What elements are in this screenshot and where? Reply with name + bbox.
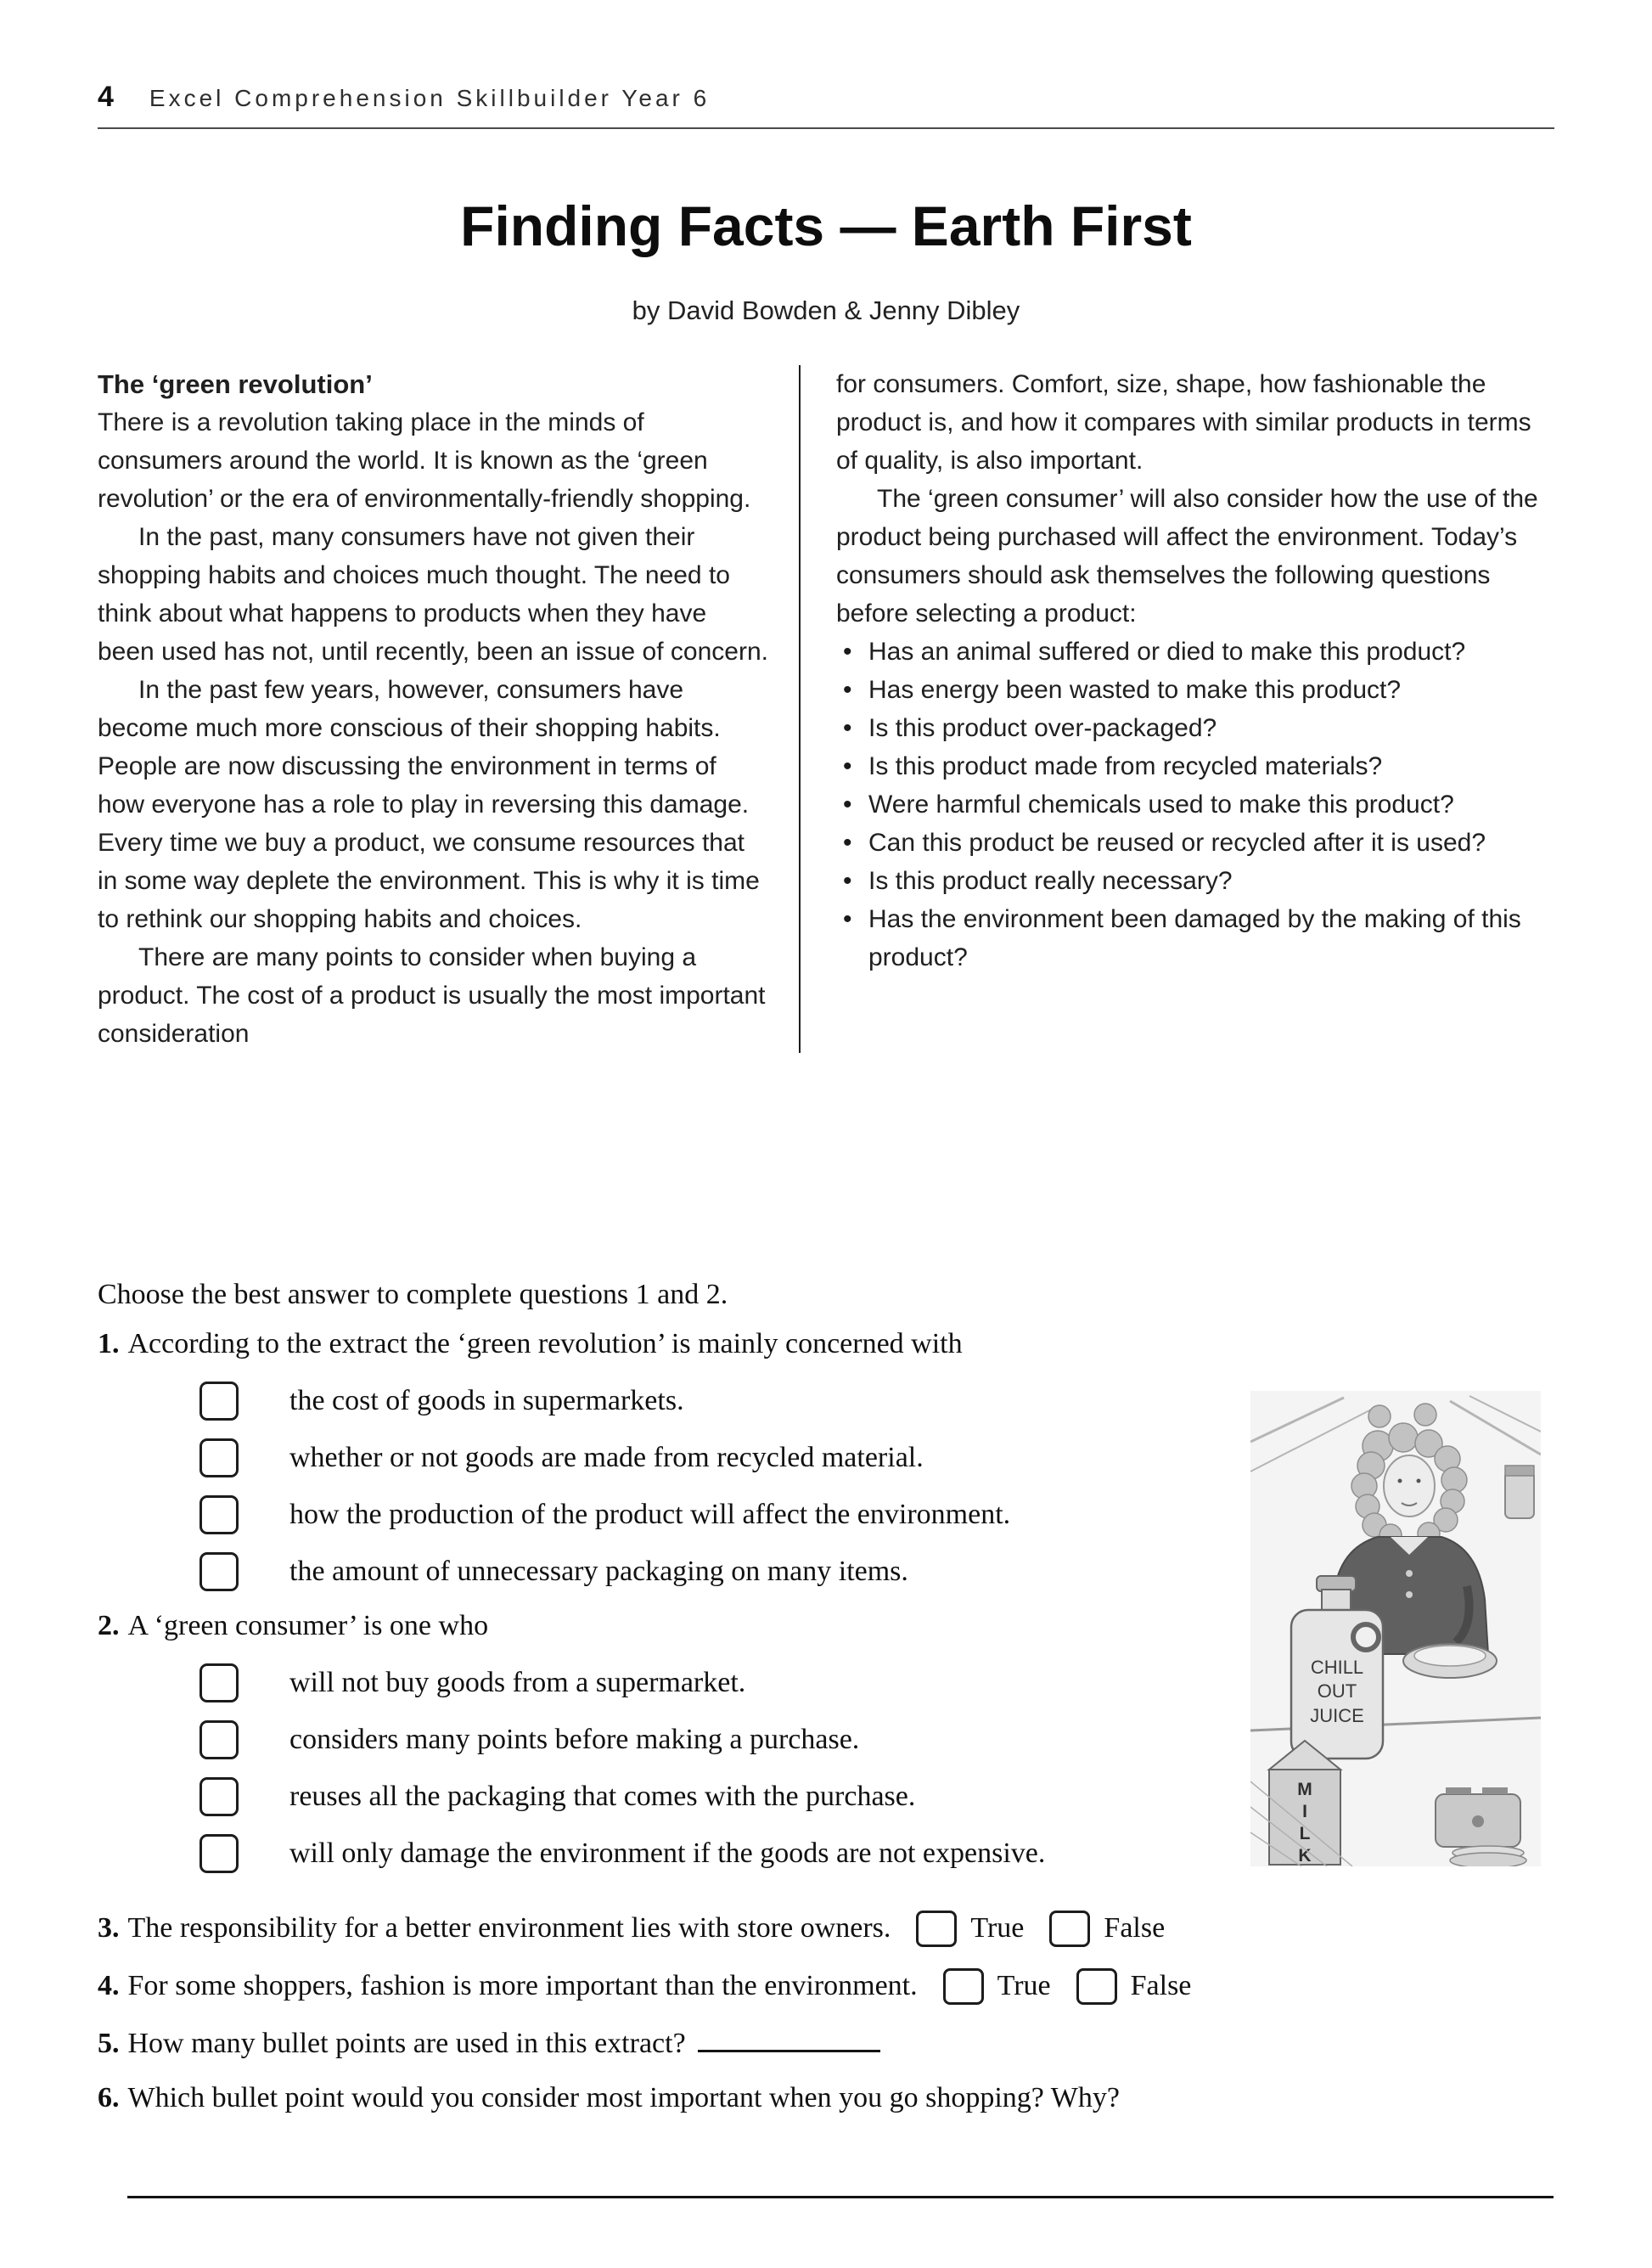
answer-checkbox[interactable] xyxy=(199,1552,239,1591)
book-title: Excel Comprehension Skillbuilder Year 6 xyxy=(149,85,711,111)
question-number: 2. xyxy=(98,1610,120,1641)
question-text: For some shoppers, fashion is more important than the environment. xyxy=(127,1970,918,2001)
shopper-illustration xyxy=(1250,1391,1541,1866)
option-label: reuses all the packaging that comes with the purchase. xyxy=(289,1781,916,1812)
bullet-item xyxy=(836,900,1554,976)
question-3 xyxy=(98,1909,1554,1948)
option-label: will only damage the environment if the goods are not expensive. xyxy=(289,1837,1046,1869)
option-label: the amount of unnecessary packaging on many items. xyxy=(289,1556,908,1587)
article-byline: by David Bowden & Jenny Dibley xyxy=(632,295,1020,325)
true-label: True xyxy=(970,1912,1025,1944)
bullet-item xyxy=(836,671,1554,709)
page-number: 4 xyxy=(98,81,114,113)
article-title: Finding Facts — Earth First xyxy=(460,194,1192,257)
milk-letter: M xyxy=(1297,1780,1312,1799)
question-text: The responsibility for a better environment lies with store owners. xyxy=(127,1912,891,1944)
bottle-label-line: OUT xyxy=(1317,1680,1357,1702)
toaster xyxy=(1436,1787,1520,1847)
page-header xyxy=(98,81,1554,129)
answer-checkbox[interactable] xyxy=(199,1834,239,1873)
bullet-item xyxy=(836,785,1554,824)
paragraph: In the past few years, however, consumers have become much more conscious of their shopping habits. People are now discussing the environment in terms of how everyone has a role to play in reversing this damage. Every time we buy a product, we consume resources that in some way deplete the environment. This is why it is time to rethink our shopping habits and choices. xyxy=(98,676,760,933)
answer-checkbox[interactable] xyxy=(199,1720,239,1759)
answer-checkbox[interactable] xyxy=(199,1382,239,1421)
milk-letter: K xyxy=(1298,1846,1312,1866)
bullet-item xyxy=(836,633,1554,671)
question-number: 6. xyxy=(98,2082,120,2113)
bottle-label-line: JUICE xyxy=(1310,1705,1364,1726)
bullet-list xyxy=(836,633,1554,976)
question-number: 1. xyxy=(98,1328,120,1359)
option-label: will not buy goods from a supermarket. xyxy=(289,1667,746,1698)
question-number: 3. xyxy=(98,1912,120,1944)
false-checkbox[interactable] xyxy=(1049,1911,1090,1947)
bullet-text: Has the environment been damaged by the making of this product? xyxy=(868,905,1521,971)
question-text: According to the extract the ‘green revolution’ is mainly concerned with xyxy=(127,1328,963,1359)
answer-checkbox[interactable] xyxy=(199,1777,239,1816)
bullet-item xyxy=(836,824,1554,862)
right-column xyxy=(801,365,1554,1053)
false-label: False xyxy=(1130,1970,1192,2001)
option-label: whether or not goods are made from recycled material. xyxy=(289,1442,924,1473)
answer-checkbox[interactable] xyxy=(199,1438,239,1477)
bullet-item xyxy=(836,747,1554,785)
bullet-text: Has an animal suffered or died to make this product? xyxy=(868,638,1466,666)
paragraph: for consumers. Comfort, size, shape, how fashionable the product is, and how it compares with similar products in terms of quality, is also important. xyxy=(836,370,1531,475)
true-checkbox[interactable] xyxy=(916,1911,957,1947)
paragraph: There are many points to consider when buying a product. The cost of a product is usually the most important consideration xyxy=(98,943,766,1048)
bullet-text: Is this product made from recycled materials? xyxy=(868,752,1383,780)
question-5 xyxy=(98,2021,1554,2063)
jar xyxy=(1505,1466,1534,1518)
article-columns xyxy=(98,365,1554,1053)
bottle-label-line: CHILL xyxy=(1310,1657,1364,1678)
question-4 xyxy=(98,1967,1554,2006)
section-heading: The ‘green revolution’ xyxy=(98,369,373,399)
answer-line[interactable] xyxy=(127,2196,1554,2198)
question-text: A ‘green consumer’ is one who xyxy=(127,1610,489,1641)
paragraph: The ‘green consumer’ will also consider how the use of the product being purchased will affect the environment. Today’s consumers should ask themselves the following questions before selecting a product: xyxy=(836,485,1538,627)
bullet-text: Can this product be reused or recycled after it is used? xyxy=(868,829,1486,857)
paragraph: There is a revolution taking place in the minds of consumers around the world. It is known as the ‘green revolution’ or the era of environmentally-friendly shopping. xyxy=(98,408,751,513)
question-1 xyxy=(98,1325,1554,1364)
answer-checkbox[interactable] xyxy=(199,1495,239,1534)
answer-blank[interactable] xyxy=(698,2021,880,2052)
bullet-item xyxy=(836,862,1554,900)
paragraph: In the past, many consumers have not given their shopping habits and choices much thought. The need to think about what happens to products when they have been used has not, until recently, been an issue of concern. xyxy=(98,523,768,666)
false-label: False xyxy=(1104,1912,1166,1944)
milk-letter: L xyxy=(1299,1824,1311,1843)
true-checkbox[interactable] xyxy=(943,1968,984,2005)
milk-letter: I xyxy=(1302,1802,1307,1821)
plates xyxy=(1450,1846,1526,1866)
bullet-item xyxy=(836,709,1554,747)
question-number: 4. xyxy=(98,1970,120,2001)
bullet-text: Is this product really necessary? xyxy=(868,867,1233,895)
questions-instruction: Choose the best answer to complete questions 1 and 2. xyxy=(98,1279,728,1310)
mixing-bowl xyxy=(1403,1644,1497,1678)
question-6 xyxy=(98,2079,1554,2118)
answer-checkbox[interactable] xyxy=(199,1663,239,1702)
option-label: how the production of the product will affect the environment. xyxy=(289,1499,1011,1530)
question-text: How many bullet points are used in this extract? xyxy=(127,2028,686,2059)
bullet-text: Were harmful chemicals used to make this product? xyxy=(868,791,1454,819)
option-label: the cost of goods in supermarkets. xyxy=(289,1385,684,1416)
option-label: considers many points before making a purchase. xyxy=(289,1724,860,1755)
false-checkbox[interactable] xyxy=(1076,1968,1117,2005)
question-text: Which bullet point would you consider most important when you go shopping? Why? xyxy=(127,2082,1120,2113)
question-number: 5. xyxy=(98,2028,120,2059)
left-column xyxy=(98,365,801,1053)
face xyxy=(1384,1455,1435,1517)
bullet-text: Is this product over-packaged? xyxy=(868,714,1217,742)
bullet-text: Has energy been wasted to make this product? xyxy=(868,676,1402,704)
true-label: True xyxy=(997,1970,1051,2001)
